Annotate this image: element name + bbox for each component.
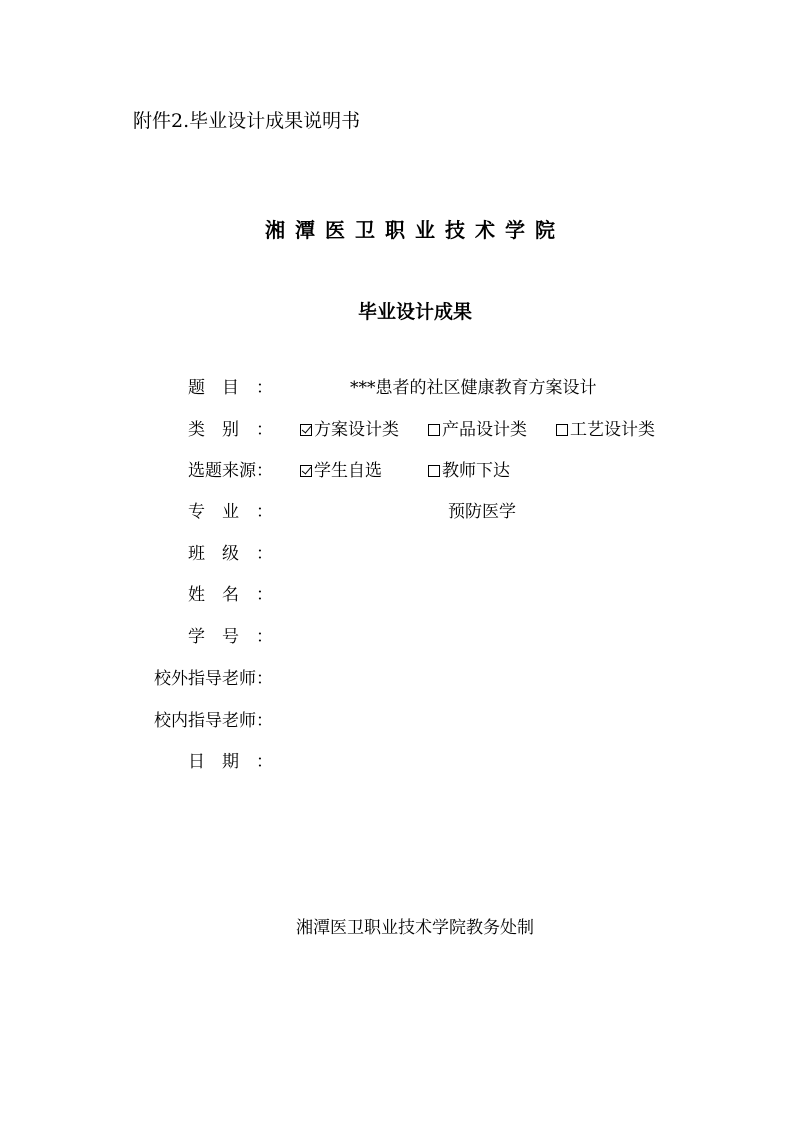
major-value: 预防医学	[448, 502, 516, 522]
student-id-label: 学号：	[188, 627, 273, 647]
unchecked-box-icon	[428, 465, 440, 477]
checked-box-icon	[300, 465, 312, 477]
document-title: 毕业设计成果	[357, 301, 472, 323]
topic-value: ***患者的社区健康教育方案设计	[350, 378, 597, 398]
school-name: 湘潭医卫职业技术学院	[265, 218, 565, 242]
category-option-scheme[interactable]: 方案设计类	[300, 415, 399, 440]
name-label: 姓名：	[188, 585, 273, 605]
source-label: 选题来源：	[188, 461, 273, 481]
attachment-title: 附件2.毕业设计成果说明书	[133, 110, 361, 132]
date-label: 日期：	[188, 752, 273, 772]
source-option-student[interactable]: 学生自选	[300, 456, 382, 481]
category-option-craft[interactable]: 工艺设计类	[556, 415, 655, 440]
category-option-product[interactable]: 产品设计类	[428, 415, 527, 440]
external-advisor-label: 校外指导老师：	[154, 669, 273, 689]
internal-advisor-label: 校内指导老师：	[154, 711, 273, 731]
class-label: 班级：	[188, 544, 273, 564]
checked-box-icon	[300, 424, 312, 436]
source-option-teacher[interactable]: 教师下达	[428, 456, 510, 481]
unchecked-box-icon	[556, 424, 568, 436]
major-label: 专业：	[188, 502, 273, 522]
issuer-footer: 湘潭医卫职业技术学院教务处制	[296, 918, 534, 938]
unchecked-box-icon	[428, 424, 440, 436]
topic-label: 题目：	[188, 378, 273, 398]
category-label: 类别：	[188, 420, 273, 440]
